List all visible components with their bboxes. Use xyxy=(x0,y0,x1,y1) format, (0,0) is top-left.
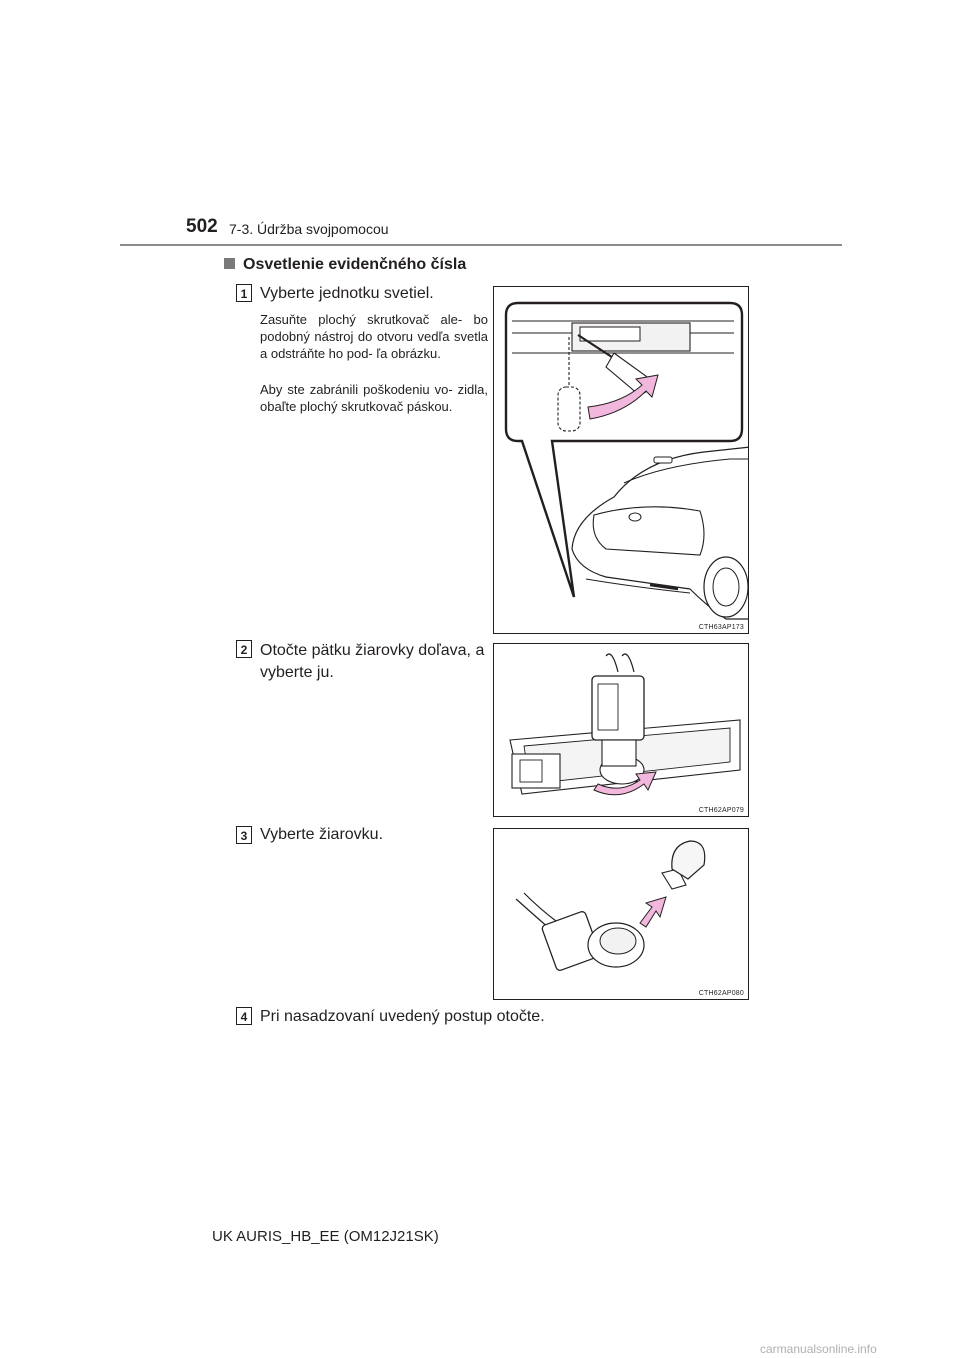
step-3-text: Vyberte žiarovku. xyxy=(260,826,384,843)
section-title xyxy=(224,256,466,274)
step-1-text: Vyberte jednotku svetiel. xyxy=(260,285,434,302)
step-number-3: 3 xyxy=(236,826,252,844)
running-header: 7-3. Údržba svojpomocou xyxy=(229,221,389,237)
footer-model-code: UK AURIS_HB_EE (OM12J21SK) xyxy=(212,1228,439,1245)
square-bullet-icon xyxy=(224,258,235,269)
car-rear-illustration xyxy=(494,287,749,634)
figure-code-2: CTH62AP079 xyxy=(698,807,744,814)
figure-license-light-removal xyxy=(493,286,749,634)
watermark: carmanualsonline.info xyxy=(760,1342,877,1356)
figure-code-1: CTH63AP173 xyxy=(698,624,744,631)
step-number-2: 2 xyxy=(236,640,252,658)
figure-bulb-socket-rotate xyxy=(493,643,749,817)
step-2-text: Otočte pätku žiarovky doľava, a vyberte ju. xyxy=(260,642,485,681)
step-number-1: 1 xyxy=(236,284,252,302)
figure-bulb-removal xyxy=(493,828,749,1000)
figure-code-3: CTH62AP080 xyxy=(698,990,744,997)
section-title-text: Osvetlenie evidenčného čísla xyxy=(243,256,467,273)
page-number: 502 xyxy=(186,216,218,237)
step-1-note-1: Zasuňte plochý skrutkovač ale- bo podobný nástroj do otvoru vedľa svetla a odstráňte ho pod- ľa obrázku. xyxy=(260,312,488,361)
header-rule xyxy=(120,244,842,246)
bulb-and-socket-illustration xyxy=(494,829,749,1000)
step-1-note-2: Aby ste zabránili poškodeniu vo- zidla, obaľte plochý skrutkovač páskou. xyxy=(260,382,488,414)
step-number-4: 4 xyxy=(236,1007,252,1025)
step-4-text: Pri nasadzovaní uvedený postup otočte. xyxy=(260,1008,545,1025)
lamp-unit-illustration xyxy=(494,644,749,817)
